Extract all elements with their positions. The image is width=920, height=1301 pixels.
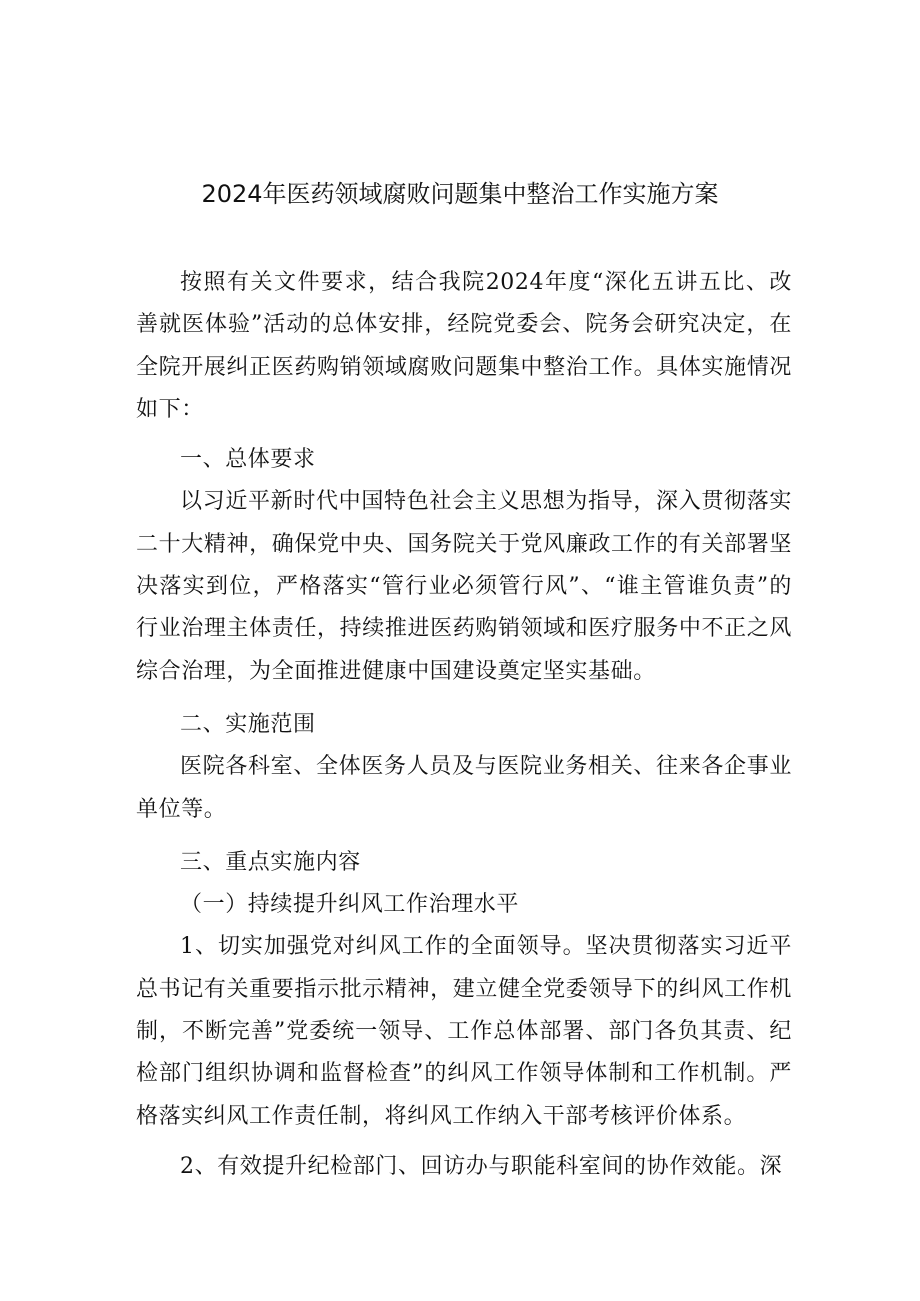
- section-paragraph-general-requirements: 以习近平新时代中国特色社会主义思想为指导，深入贯彻落实二十大精神，确保党中央、国务院关于党风廉政工作的有关部署坚决落实到位，严格落实“管行业必须管行风”、“谁主管谁负责”的行业治理主体责任，持续推进医药购销领域和医疗服务中不正之风综合治理，为全面推进健康中国建设奠定坚实基础。: [136, 489, 792, 684]
- section-heading-general-requirements: 一、总体要求: [180, 447, 316, 473]
- section-heading-scope: 二、实施范围: [180, 711, 316, 737]
- section-heading-key-content: 三、重点实施内容: [180, 849, 361, 875]
- spacer: [136, 1138, 792, 1146]
- spacer: [136, 831, 792, 842]
- list-item: 1、切实加强党对纠风工作的全面领导。坚决贯彻落实习近平总书记有关重要指示批示精神，建立健全党委领导下的纠风工作机制，不断完善”党委统一领导、工作总体部署、部门各负其责、纪检部门组织协调和监督检查”的纠风工作领导体制和工作机制。严格落实纠风工作责任制，将纠风工作纳入干部考核评价体系。: [136, 934, 792, 1129]
- section-paragraph-scope: 医院各科室、全体医务人员及与医院业务相关、往来各企事业单位等。: [136, 754, 792, 822]
- document-body: [136, 262, 792, 1188]
- spacer: [136, 431, 792, 439]
- document-title: 2024年医药领域腐败问题集中整治工作实施方案: [201, 180, 719, 208]
- subheading-improve-governance: （一）持续提升纠风工作治理水平: [180, 892, 520, 918]
- spacer: [136, 693, 792, 704]
- intro-paragraph: 按照有关文件要求，结合我院2024年度“深化五讲五比、改善就医体验”活动的总体安排，经院党委会、院务会研究决定，在全院开展纠正医药购销领域腐败问题集中整治工作。具体实施情况如下：: [136, 270, 792, 422]
- list-item: 2、有效提升纪检部门、回访办与职能科室间的协作效能。深: [180, 1153, 783, 1179]
